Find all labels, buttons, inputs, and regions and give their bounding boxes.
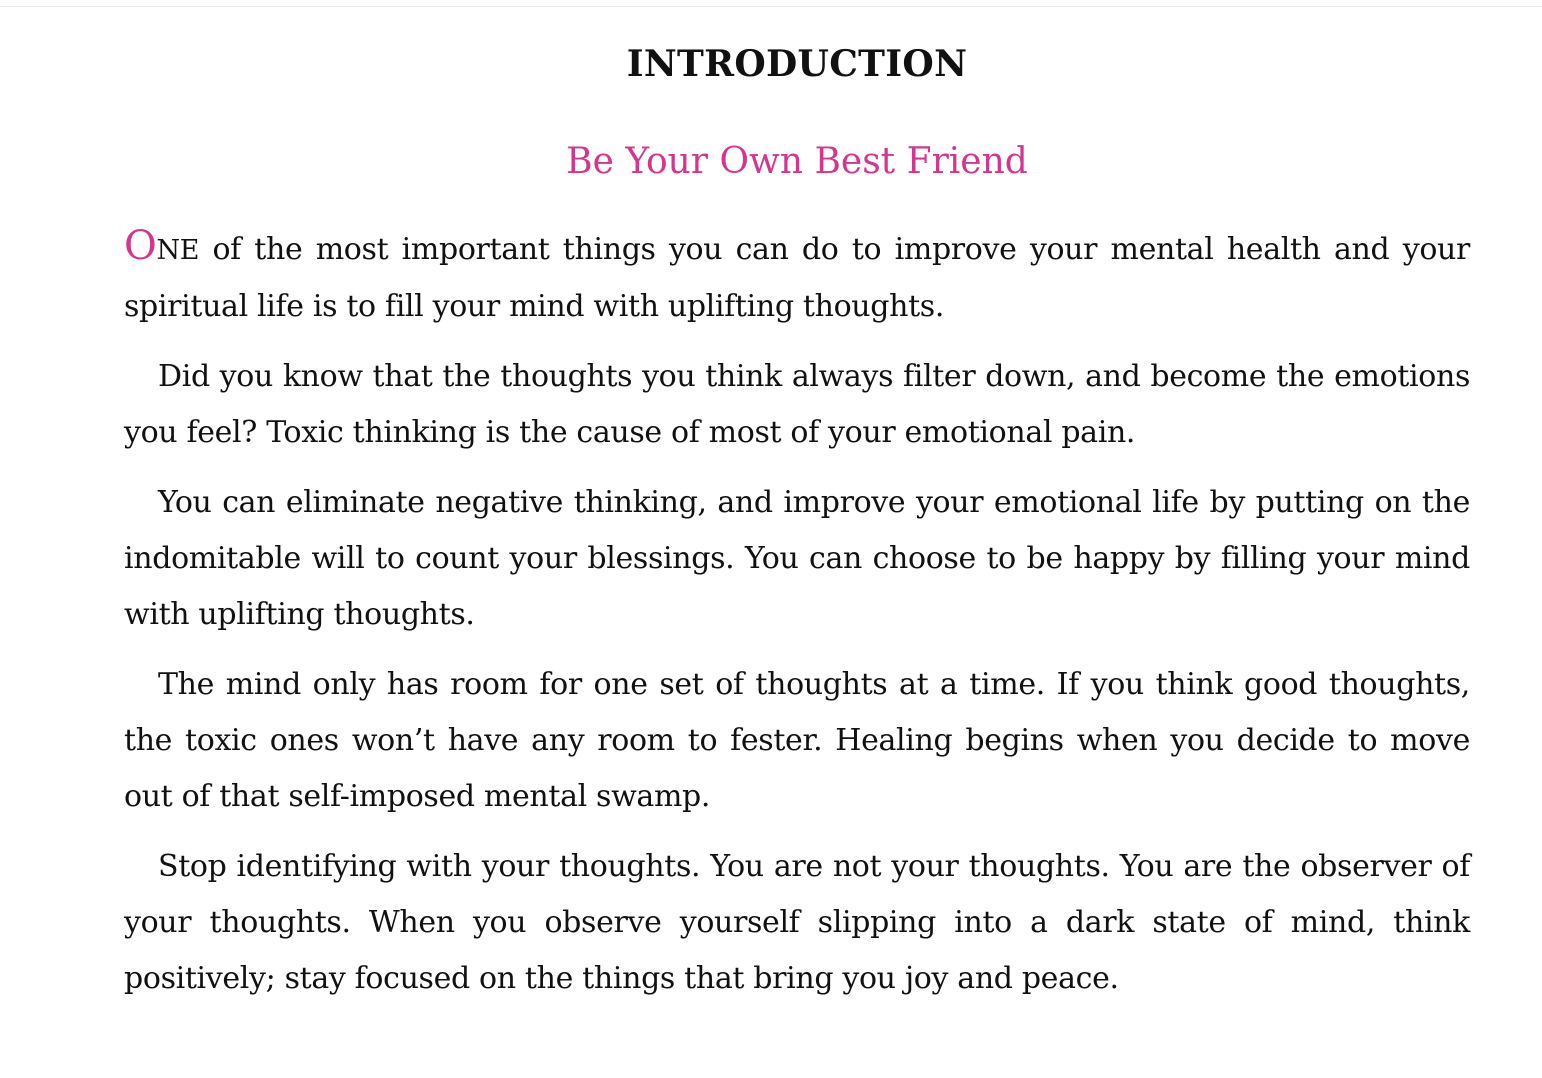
chapter-body <box>124 218 1470 1007</box>
small-caps-lead: NE <box>156 235 200 266</box>
paragraph-1 <box>124 218 1470 335</box>
paragraph-2: Did you know that the thoughts you think always filter down, and become the emotions you feel? Toxic thinking is the cause of most of your emotional pain. <box>124 359 1470 450</box>
paragraph-4: The mind only has room for one set of thoughts at a time. If you think good thoughts, the toxic ones won’t have any room to fester. Healing begins when you decide to move out of that self-imposed mental swamp. <box>124 667 1470 814</box>
page-content <box>124 36 1470 1021</box>
chapter-subtitle: Be Your Own Best Friend <box>566 141 1028 182</box>
paragraph-3: You can eliminate negative thinking, and improve your emotional life by putting on the indomitable will to count your blessings. You can choose to be happy by filling your mind with uplifting thoughts. <box>124 485 1470 632</box>
drop-initial: O <box>124 223 157 269</box>
paragraph-1-text: of the most important things you can do to improve your mental health and your spiritual life is to fill your mind with uplifting thoughts. <box>124 232 1470 324</box>
chapter-heading: INTRODUCTION <box>626 43 968 85</box>
paragraph-5: Stop identifying with your thoughts. You are not your thoughts. You are the observer of your thoughts. When you observe yourself slipping into a dark state of mind, think positively; stay focused on the things that bring you joy and peace. <box>124 849 1470 996</box>
top-divider <box>0 6 1542 7</box>
